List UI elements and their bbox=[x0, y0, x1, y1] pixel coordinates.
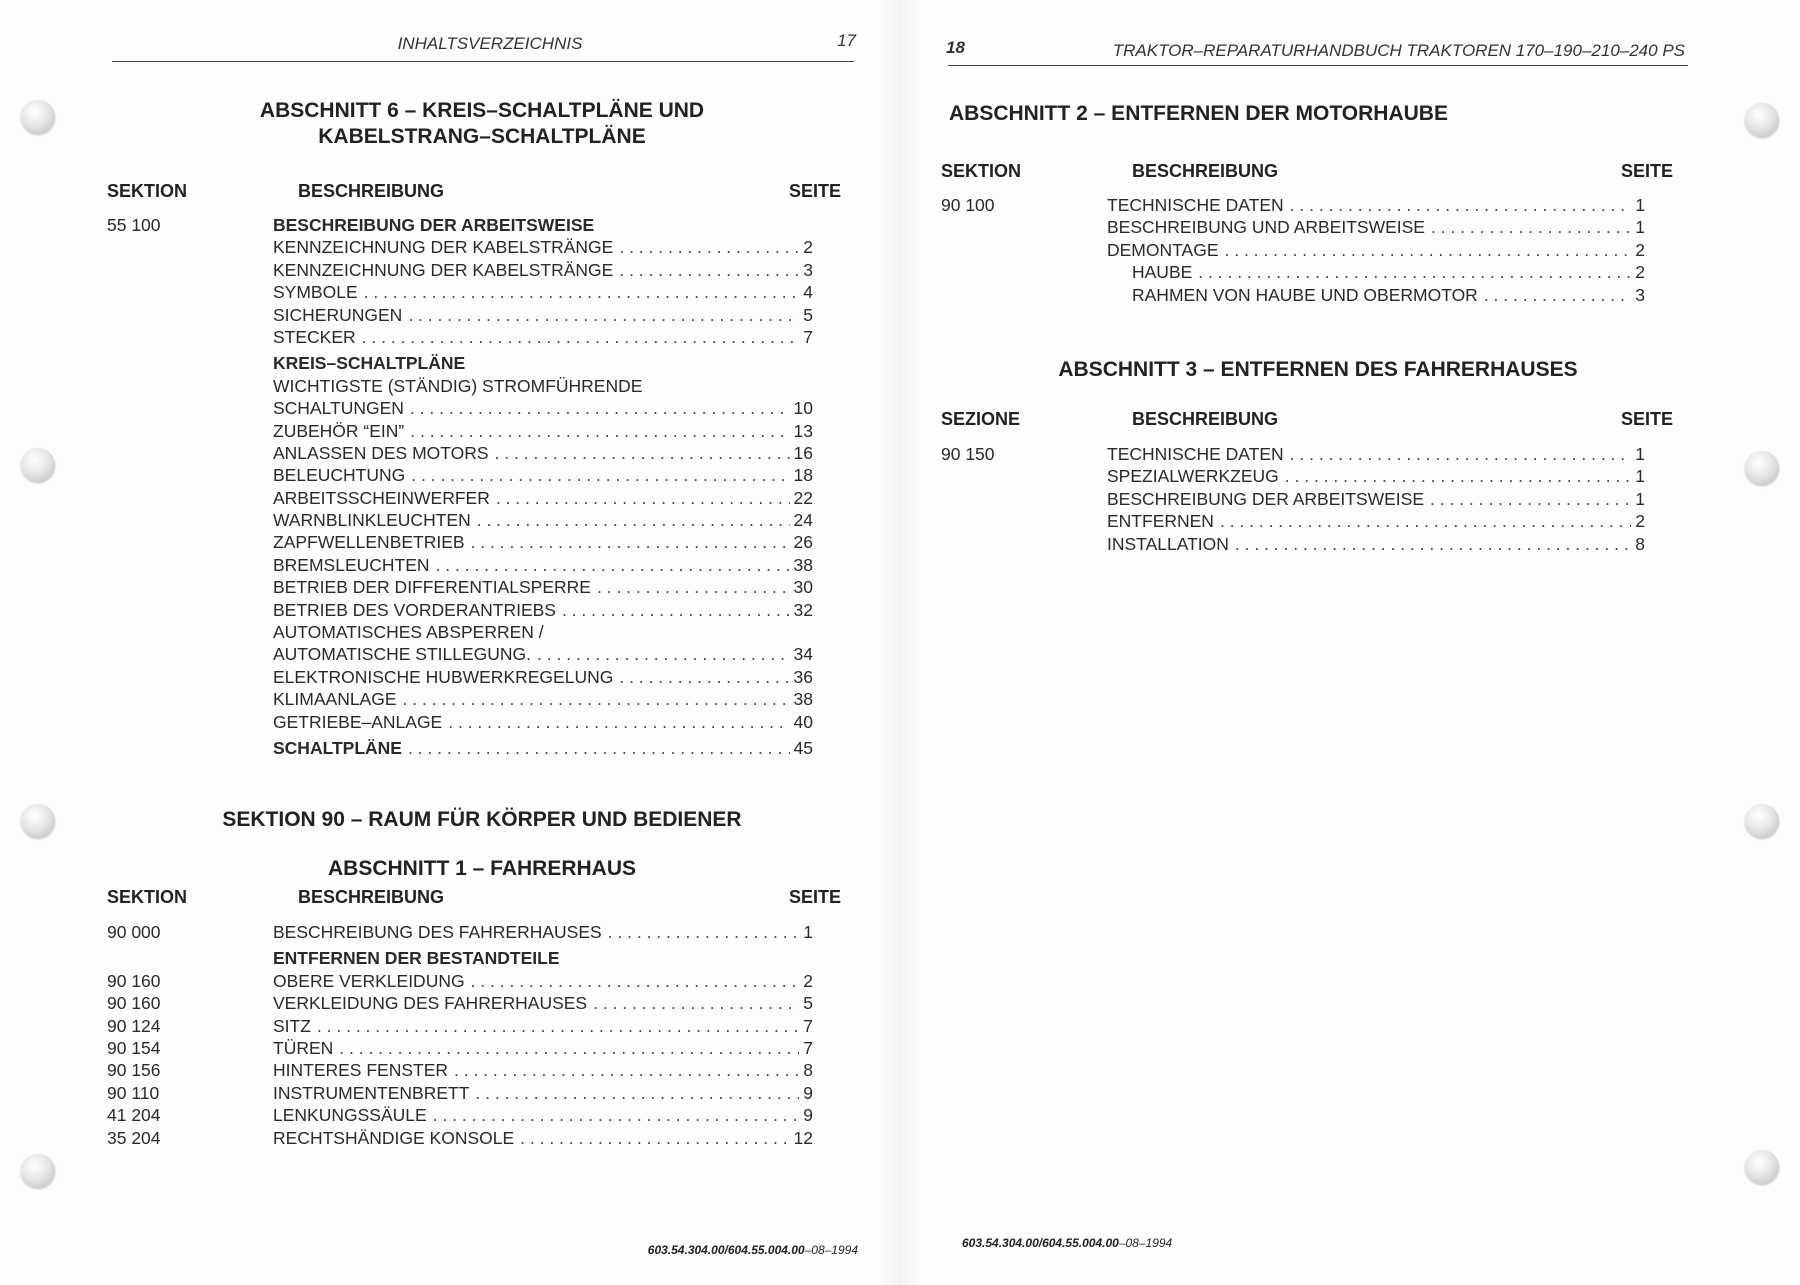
page-reference: 7 bbox=[803, 1015, 813, 1036]
toc-entry[interactable] bbox=[1107, 465, 1645, 487]
toc-row bbox=[107, 375, 813, 397]
column-header-page: SEITE bbox=[789, 887, 842, 907]
toc-entry[interactable] bbox=[1107, 533, 1645, 555]
section-code: 35 204 bbox=[107, 1127, 161, 1148]
toc-entry[interactable] bbox=[273, 375, 648, 397]
page-reference: 22 bbox=[793, 487, 813, 508]
entry-title: VERKLEIDUNG DES FAHRERHAUSES bbox=[273, 993, 588, 1014]
page-reference: 1 bbox=[1635, 195, 1645, 215]
toc-list bbox=[107, 214, 813, 759]
entry-title: WICHTIGSTE (STÄNDIG) STROMFÜHRENDE bbox=[273, 375, 643, 396]
toc-entry[interactable] bbox=[273, 281, 813, 303]
page-reference: 7 bbox=[803, 1037, 813, 1058]
dot-leader bbox=[1220, 510, 1631, 532]
page-reference: 1 bbox=[1635, 466, 1645, 487]
page-reference: 34 bbox=[793, 644, 813, 665]
page-reference: 32 bbox=[793, 599, 813, 620]
toc-row bbox=[941, 239, 1645, 261]
header-rule bbox=[948, 65, 1688, 66]
section-code: 55 100 bbox=[107, 215, 161, 235]
dot-leader bbox=[1290, 443, 1632, 465]
column-header-page: SEITE bbox=[1621, 409, 1674, 429]
toc-entry[interactable] bbox=[273, 259, 813, 281]
toc-entry[interactable] bbox=[273, 326, 813, 348]
column-header-code: SEKTION bbox=[107, 887, 188, 907]
dot-leader bbox=[619, 259, 799, 281]
toc-entry[interactable] bbox=[273, 737, 813, 759]
binder-hole bbox=[21, 448, 55, 482]
dot-leader bbox=[1235, 533, 1631, 555]
page-reference: 5 bbox=[803, 993, 813, 1014]
toc-entry[interactable] bbox=[1107, 443, 1645, 465]
entry-title: ELEKTRONISCHE HUBWERKREGELUNG bbox=[273, 666, 614, 687]
binder-hole bbox=[21, 100, 55, 134]
toc-entry[interactable] bbox=[273, 643, 813, 665]
section-code: 90 154 bbox=[107, 1037, 161, 1058]
dot-leader bbox=[477, 509, 790, 531]
toc-row bbox=[107, 970, 813, 992]
toc-row bbox=[107, 554, 813, 576]
section-code: 90 160 bbox=[107, 970, 161, 991]
toc-row bbox=[107, 1082, 813, 1104]
section-code: 90 150 bbox=[941, 444, 995, 464]
page-reference: 2 bbox=[1635, 262, 1645, 283]
entry-title: HINTERES FENSTER bbox=[273, 1060, 449, 1081]
entry-title: ANLASSEN DES MOTORS bbox=[273, 442, 489, 463]
toc-row bbox=[107, 688, 813, 710]
toc-entry[interactable] bbox=[273, 666, 813, 688]
toc-row bbox=[107, 420, 813, 442]
toc-entry[interactable] bbox=[273, 442, 813, 464]
toc-entry[interactable] bbox=[1107, 488, 1645, 510]
toc-entry[interactable] bbox=[273, 487, 813, 509]
dot-leader bbox=[448, 711, 789, 733]
dot-leader bbox=[411, 464, 789, 486]
toc-entry[interactable] bbox=[273, 1059, 813, 1081]
entry-title: AUTOMATISCHE STILLEGUNG. bbox=[273, 644, 532, 665]
page-reference: 9 bbox=[803, 1105, 813, 1126]
toc-entry[interactable] bbox=[273, 304, 813, 326]
section-title: SEKTION 90 – RAUM FÜR KÖRPER UND BEDIENER bbox=[222, 808, 742, 831]
dot-leader bbox=[475, 1082, 799, 1104]
page-reference: 9 bbox=[803, 1082, 813, 1103]
binder-hole bbox=[21, 1154, 55, 1188]
entry-title: SPEZIALWERKZEUG bbox=[1107, 466, 1279, 487]
binder-hole bbox=[21, 804, 55, 838]
toc-entry[interactable] bbox=[273, 970, 813, 992]
toc-entry[interactable] bbox=[273, 554, 813, 576]
entry-title: ENTFERNEN DER BESTANDTEILE bbox=[273, 948, 560, 969]
entry-title: BESCHREIBUNG DES FAHRERHAUSES bbox=[273, 922, 602, 942]
section-code: 41 204 bbox=[107, 1105, 161, 1126]
entry-title: GETRIEBE–ANLAGE bbox=[273, 711, 443, 732]
toc-row bbox=[107, 326, 813, 348]
toc-row bbox=[107, 1104, 813, 1126]
subsection-title: ABSCHNITT 1 – FAHRERHAUS bbox=[327, 857, 637, 880]
entry-title: KENNZEICHNUNG DER KABELSTRÄNGE bbox=[273, 237, 614, 258]
section-code: 90 100 bbox=[941, 195, 995, 215]
toc-row bbox=[941, 510, 1645, 532]
toc-entry[interactable] bbox=[273, 921, 813, 943]
toc-row bbox=[107, 214, 813, 236]
dot-leader bbox=[364, 281, 800, 303]
toc-list bbox=[941, 194, 1645, 306]
page-reference: 1 bbox=[1635, 217, 1645, 238]
dot-leader bbox=[1198, 261, 1631, 283]
toc-row bbox=[107, 737, 813, 759]
entry-title: TECHNISCHE DATEN bbox=[1107, 195, 1284, 215]
section-title: ABSCHNITT 3 – ENTFERNEN DES FAHRERHAUSES bbox=[1058, 358, 1578, 381]
toc-row bbox=[107, 259, 813, 281]
dot-leader bbox=[317, 1015, 799, 1037]
toc-row bbox=[107, 487, 813, 509]
entry-title: BETRIEB DER DIFFERENTIALSPERRE bbox=[273, 577, 591, 598]
page-reference: 2 bbox=[803, 237, 813, 258]
toc-entry[interactable] bbox=[273, 1104, 813, 1126]
entry-title: SICHERUNGEN bbox=[273, 304, 403, 325]
dot-leader bbox=[593, 992, 799, 1014]
dot-leader bbox=[619, 236, 799, 258]
column-header-code: SEKTION bbox=[941, 161, 1022, 181]
entry-title: TECHNISCHE DATEN bbox=[1107, 444, 1284, 464]
entry-title: AUTOMATISCHES ABSPERREN / bbox=[273, 622, 544, 643]
column-header-description: BESCHREIBUNG bbox=[1132, 409, 1279, 429]
dot-leader bbox=[436, 554, 790, 576]
toc-row bbox=[107, 236, 813, 258]
entry-title: INSTALLATION bbox=[1107, 533, 1229, 554]
column-header-description: BESCHREIBUNG bbox=[1132, 161, 1279, 181]
toc-row bbox=[107, 281, 813, 303]
page-reference: 2 bbox=[803, 970, 813, 991]
toc-entry[interactable] bbox=[273, 509, 813, 531]
section-title-line: ABSCHNITT 6 – KREIS–SCHALTPLÄNE UND bbox=[259, 99, 705, 122]
entry-title: OBERE VERKLEIDUNG bbox=[273, 970, 465, 991]
toc-entry[interactable] bbox=[1107, 239, 1645, 261]
toc-entry[interactable] bbox=[273, 214, 600, 236]
page-reference: 7 bbox=[803, 326, 813, 347]
entry-title: SCHALTPLÄNE bbox=[273, 737, 402, 758]
toc-row bbox=[941, 533, 1645, 555]
entry-title: KLIMAANLAGE bbox=[273, 689, 397, 710]
entry-title: RECHTSHÄNDIGE KONSOLE bbox=[273, 1127, 515, 1148]
page-reference: 1 bbox=[803, 922, 813, 942]
toc-entry[interactable] bbox=[273, 711, 813, 733]
dot-leader bbox=[1285, 465, 1631, 487]
section-code: 90 160 bbox=[107, 993, 161, 1014]
entry-title: BESCHREIBUNG DER ARBEITSWEISE bbox=[273, 215, 595, 235]
entry-title: HAUBE bbox=[1132, 262, 1193, 283]
column-header-page: SEITE bbox=[789, 181, 842, 201]
toc-row bbox=[107, 397, 813, 419]
toc-row bbox=[107, 666, 813, 688]
page-reference: 8 bbox=[1635, 533, 1645, 554]
toc-list bbox=[941, 443, 1645, 555]
toc-entry[interactable] bbox=[273, 599, 813, 621]
page-reference: 12 bbox=[793, 1127, 813, 1148]
dot-leader bbox=[403, 688, 790, 710]
toc-row bbox=[107, 921, 813, 943]
entry-title: SYMBOLE bbox=[273, 282, 358, 303]
column-header-code: SEZIONE bbox=[941, 409, 1021, 429]
page-reference: 13 bbox=[793, 420, 813, 441]
dot-leader bbox=[471, 970, 800, 992]
page-reference: 45 bbox=[793, 737, 813, 758]
toc-row bbox=[107, 1127, 813, 1149]
toc-entry[interactable] bbox=[273, 397, 813, 419]
toc-row bbox=[107, 992, 813, 1014]
entry-title: RAHMEN VON HAUBE UND OBERMOTOR bbox=[1132, 284, 1478, 305]
toc-entry[interactable] bbox=[273, 1015, 813, 1037]
toc-entry[interactable] bbox=[273, 236, 813, 258]
section-code: 90 000 bbox=[107, 922, 161, 942]
toc-row bbox=[941, 261, 1645, 283]
entry-title: BESCHREIBUNG DER ARBEITSWEISE bbox=[1107, 488, 1425, 509]
dot-leader bbox=[433, 1104, 800, 1126]
toc-row bbox=[107, 1059, 813, 1081]
page-reference: 40 bbox=[793, 711, 813, 732]
toc-row bbox=[941, 488, 1645, 510]
binder-hole bbox=[1745, 804, 1779, 838]
dot-leader bbox=[408, 304, 799, 326]
dot-leader bbox=[1290, 194, 1632, 216]
page-reference: 26 bbox=[793, 532, 813, 553]
toc-entry[interactable] bbox=[1107, 510, 1645, 532]
entry-title: BREMSLEUCHTEN bbox=[273, 554, 430, 575]
toc-row bbox=[941, 194, 1645, 216]
entry-title: BETRIEB DES VORDERANTRIEBS bbox=[273, 599, 556, 620]
page-reference: 4 bbox=[803, 282, 813, 303]
toc-row bbox=[107, 509, 813, 531]
binder-hole bbox=[1745, 103, 1779, 137]
dot-leader bbox=[597, 576, 790, 598]
section-code: 90 156 bbox=[107, 1060, 161, 1081]
page-reference: 10 bbox=[793, 398, 813, 419]
page-reference: 16 bbox=[793, 442, 813, 463]
toc-row bbox=[107, 643, 813, 665]
toc-row bbox=[107, 576, 813, 598]
toc-row bbox=[107, 711, 813, 733]
toc-row bbox=[941, 465, 1645, 487]
entry-title: BELEUCHTUNG bbox=[273, 465, 406, 486]
page-reference: 18 bbox=[793, 465, 813, 486]
dot-leader bbox=[619, 666, 789, 688]
toc-entry[interactable] bbox=[273, 420, 813, 442]
section-title-line: KABELSTRANG–SCHALTPLÄNE bbox=[318, 125, 646, 148]
dot-leader bbox=[537, 643, 790, 665]
toc-list bbox=[107, 921, 813, 1149]
toc-row bbox=[107, 531, 813, 553]
entry-title: STECKER bbox=[273, 326, 356, 347]
entry-title: DEMONTAGE bbox=[1107, 239, 1219, 260]
toc-entry[interactable] bbox=[273, 688, 813, 710]
document-code-date: –08–1994 bbox=[804, 1243, 858, 1257]
binder-hole bbox=[1745, 451, 1779, 485]
page-reference: 24 bbox=[793, 510, 813, 531]
toc-row bbox=[107, 442, 813, 464]
toc-entry[interactable] bbox=[273, 621, 550, 643]
page-reference: 38 bbox=[793, 554, 813, 575]
dot-leader bbox=[1430, 488, 1631, 510]
dot-leader bbox=[495, 442, 790, 464]
entry-title: SITZ bbox=[273, 1015, 311, 1036]
document-code-number: 603.54.304.00/604.55.004.00 bbox=[962, 1236, 1119, 1250]
page-number: 18 bbox=[946, 38, 965, 57]
entry-title: INSTRUMENTENBRETT bbox=[273, 1082, 470, 1103]
entry-title: KENNZEICHNUNG DER KABELSTRÄNGE bbox=[273, 259, 614, 280]
entry-title: BESCHREIBUNG UND ARBEITSWEISE bbox=[1107, 217, 1425, 238]
page-reference: 2 bbox=[1635, 511, 1645, 532]
page-number: 17 bbox=[837, 31, 856, 50]
toc-row bbox=[107, 599, 813, 621]
section-title: ABSCHNITT 2 – ENTFERNEN DER MOTORHAUBE bbox=[949, 102, 1448, 125]
binder-hole bbox=[1745, 1150, 1779, 1184]
running-head: INHALTSVERZEICHNIS bbox=[397, 34, 583, 53]
dot-leader bbox=[362, 326, 800, 348]
toc-entry[interactable] bbox=[273, 576, 813, 598]
entry-title: TÜREN bbox=[273, 1037, 334, 1058]
toc-entry[interactable] bbox=[273, 352, 471, 374]
dot-leader bbox=[520, 1127, 789, 1149]
page-reference: 1 bbox=[1635, 488, 1645, 509]
entry-title: ARBEITSSCHEINWERFER bbox=[273, 487, 490, 508]
dot-leader bbox=[410, 397, 790, 419]
entry-title: ENTFERNEN bbox=[1107, 511, 1214, 532]
toc-entry[interactable] bbox=[273, 464, 813, 486]
dot-leader bbox=[562, 599, 790, 621]
page-reference: 8 bbox=[803, 1060, 813, 1081]
page-reference: 30 bbox=[793, 577, 813, 598]
dot-leader bbox=[471, 531, 790, 553]
entry-title: ZUBEHÖR “EIN” bbox=[273, 420, 405, 441]
dot-leader bbox=[408, 737, 790, 759]
toc-entry[interactable] bbox=[273, 1037, 813, 1059]
page-reference: 2 bbox=[1635, 239, 1645, 260]
dot-leader bbox=[454, 1059, 799, 1081]
toc-row bbox=[107, 304, 813, 326]
dot-leader bbox=[339, 1037, 799, 1059]
toc-row bbox=[107, 947, 813, 969]
toc-entry[interactable] bbox=[1132, 261, 1645, 283]
toc-row bbox=[107, 1015, 813, 1037]
column-header-code: SEKTION bbox=[107, 181, 188, 201]
document-code bbox=[600, 1243, 858, 1257]
entry-title: WARNBLINKLEUCHTEN bbox=[273, 510, 471, 531]
page-reference: 38 bbox=[793, 689, 813, 710]
dot-leader bbox=[1431, 216, 1631, 238]
section-code: 90 110 bbox=[107, 1082, 160, 1103]
running-head: TRAKTOR–REPARATURHANDBUCH TRAKTOREN 170–190–210–240 PS bbox=[1112, 41, 1685, 60]
page-gutter bbox=[880, 0, 920, 1285]
toc-entry[interactable] bbox=[1107, 216, 1645, 238]
section-title bbox=[182, 98, 782, 150]
entry-title: SCHALTUNGEN bbox=[273, 398, 404, 419]
toc-row bbox=[107, 352, 813, 374]
entry-title: KREIS–SCHALTPLÄNE bbox=[273, 353, 466, 374]
dot-leader bbox=[1484, 284, 1631, 306]
page-reference: 3 bbox=[803, 259, 813, 280]
page-reference: 36 bbox=[793, 666, 813, 687]
entry-title: LENKUNGSSÄULE bbox=[273, 1105, 427, 1126]
page-reference: 1 bbox=[1635, 444, 1645, 464]
dot-leader bbox=[1225, 239, 1632, 261]
page-reference: 3 bbox=[1635, 284, 1645, 305]
toc-entry[interactable] bbox=[273, 1082, 813, 1104]
document-code bbox=[962, 1236, 1172, 1250]
header-rule bbox=[112, 61, 854, 62]
toc-entry[interactable] bbox=[273, 531, 813, 553]
document-code-number: 603.54.304.00/604.55.004.00 bbox=[647, 1243, 805, 1257]
document-code-date: –08–1994 bbox=[1118, 1236, 1173, 1250]
toc-row bbox=[941, 284, 1645, 306]
toc-entry[interactable] bbox=[1132, 284, 1645, 306]
toc-row bbox=[941, 443, 1645, 465]
column-header-page: SEITE bbox=[1621, 161, 1674, 181]
column-header-description: BESCHREIBUNG bbox=[298, 181, 445, 201]
toc-entry[interactable] bbox=[273, 1127, 813, 1149]
column-header-description: BESCHREIBUNG bbox=[298, 887, 445, 907]
dot-leader bbox=[410, 420, 789, 442]
toc-entry[interactable] bbox=[273, 947, 566, 969]
entry-title: ZAPFWELLENBETRIEB bbox=[273, 532, 465, 553]
toc-entry[interactable] bbox=[273, 992, 813, 1014]
toc-row bbox=[107, 1037, 813, 1059]
toc-row bbox=[107, 621, 813, 643]
dot-leader bbox=[608, 921, 800, 943]
page-reference: 5 bbox=[803, 304, 813, 325]
toc-entry[interactable] bbox=[1107, 194, 1645, 216]
toc-row bbox=[107, 464, 813, 486]
section-code: 90 124 bbox=[107, 1015, 161, 1036]
dot-leader bbox=[496, 487, 790, 509]
toc-row bbox=[941, 216, 1645, 238]
